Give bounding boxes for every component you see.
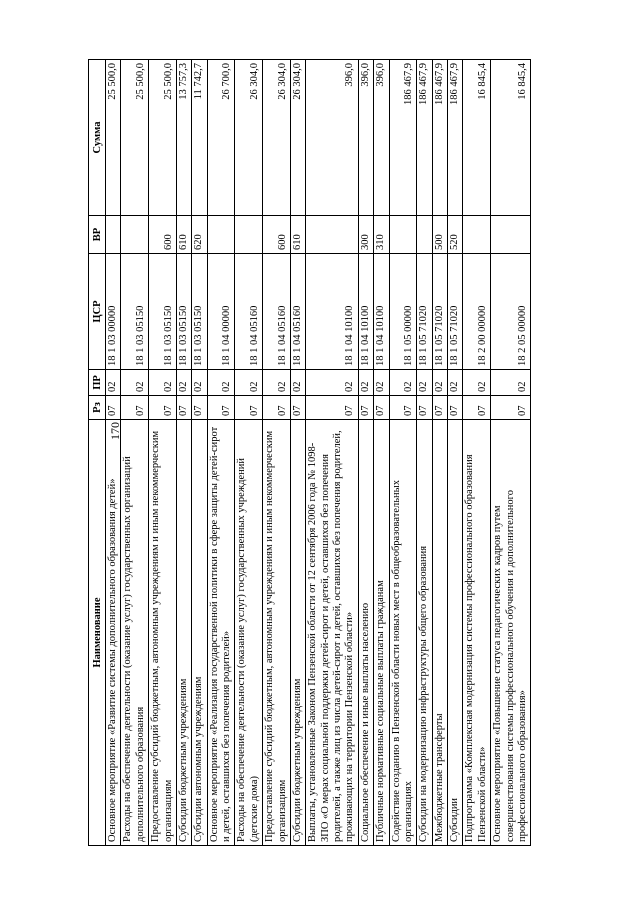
header-name: Наименование <box>89 420 106 846</box>
table-row <box>448 60 463 846</box>
row-rz: 07 <box>192 396 207 420</box>
row-name: Выплаты, установленные Законом Пензенской области от 12 сентября 2006 года № 1098-ЗПО «О мерах социальной поддержки детей-сирот и детей, оставшихся без попечения родителей, а также лиц из числа детей-сирот и детей, оставшихся без попечения родителей, проживающих на территории Пензенской области» <box>306 420 359 846</box>
row-vr <box>235 216 263 254</box>
row-sum: 26 700,0 <box>207 60 235 216</box>
row-name: Предоставление субсидий бюджетным, автономным учреждениям и иным некоммерческим организациям <box>149 420 177 846</box>
row-vr <box>417 216 432 254</box>
row-vr: 600 <box>263 216 291 254</box>
row-vr: 500 <box>432 216 447 254</box>
table-row <box>263 60 291 846</box>
row-name: Субсидии <box>448 420 463 846</box>
row-name: Субсидии на модернизацию инфраструктуры общего образования <box>417 420 432 846</box>
table-row <box>491 60 531 846</box>
table-row <box>374 60 389 846</box>
row-rz: 07 <box>235 396 263 420</box>
row-rz: 07 <box>263 396 291 420</box>
row-csr: 18 1 03 05150 <box>149 254 177 370</box>
row-rz: 07 <box>306 396 359 420</box>
row-pr: 02 <box>448 370 463 396</box>
row-name: Основное мероприятие «Развитие системы дополнительного образования детей» <box>106 420 121 846</box>
row-sum: 26 304,0 <box>290 60 305 216</box>
row-csr: 18 1 03 05150 <box>192 254 207 370</box>
page-number: 170 <box>108 422 122 440</box>
row-vr <box>463 216 491 254</box>
table-row <box>106 60 121 846</box>
row-sum: 16 845,4 <box>491 60 531 216</box>
row-vr <box>106 216 121 254</box>
table-row <box>207 60 235 846</box>
row-sum: 13 757,3 <box>176 60 191 216</box>
table-row <box>149 60 177 846</box>
header-rz: Рз <box>89 396 106 420</box>
row-vr: 610 <box>290 216 305 254</box>
row-pr: 02 <box>432 370 447 396</box>
table-row <box>290 60 305 846</box>
row-rz: 07 <box>207 396 235 420</box>
row-pr: 02 <box>290 370 305 396</box>
row-name: Субсидии бюджетным учреждениям <box>290 420 305 846</box>
row-csr: 18 1 04 05160 <box>235 254 263 370</box>
row-csr: 18 1 03 05150 <box>176 254 191 370</box>
row-name: Основное мероприятие «Реализация государственной политики в сфере защиты детей-сирот и детей, оставшихся без попечения родителей» <box>207 420 235 846</box>
row-pr: 02 <box>121 370 149 396</box>
row-rz: 07 <box>121 396 149 420</box>
row-rz: 07 <box>106 396 121 420</box>
row-csr: 18 1 04 10100 <box>306 254 359 370</box>
row-rz: 07 <box>374 396 389 420</box>
row-csr: 18 2 05 00000 <box>491 254 531 370</box>
row-vr <box>121 216 149 254</box>
row-pr: 02 <box>306 370 359 396</box>
table-row <box>235 60 263 846</box>
row-name: Социальное обеспечение и иные выплаты населению <box>358 420 373 846</box>
table-row <box>176 60 191 846</box>
row-rz: 07 <box>432 396 447 420</box>
table-row <box>432 60 447 846</box>
table-row <box>417 60 432 846</box>
row-csr: 18 1 04 10100 <box>358 254 373 370</box>
table-body <box>106 60 531 846</box>
row-pr: 02 <box>176 370 191 396</box>
row-sum: 16 845,4 <box>463 60 491 216</box>
row-name: Подпрограмма «Комплексная модернизация системы профессионального образования Пензенской области» <box>463 420 491 846</box>
row-vr: 600 <box>149 216 177 254</box>
table-row <box>389 60 417 846</box>
header-csr: ЦСР <box>89 254 106 370</box>
row-vr: 620 <box>192 216 207 254</box>
row-sum: 186 467,9 <box>417 60 432 216</box>
table-row <box>358 60 373 846</box>
table-row <box>192 60 207 846</box>
row-csr: 18 1 04 10100 <box>374 254 389 370</box>
row-vr: 610 <box>176 216 191 254</box>
header-sum: Сумма <box>89 60 106 216</box>
row-name: Содействие созданию в Пензенской области новых мест в общеобразовательных организациях <box>389 420 417 846</box>
row-sum: 25 500,0 <box>106 60 121 216</box>
row-sum: 11 742,7 <box>192 60 207 216</box>
row-pr: 02 <box>358 370 373 396</box>
row-vr <box>389 216 417 254</box>
table-row <box>306 60 359 846</box>
row-csr: 18 1 05 71020 <box>432 254 447 370</box>
table-row <box>121 60 149 846</box>
row-pr: 02 <box>389 370 417 396</box>
row-pr: 02 <box>374 370 389 396</box>
row-rz: 07 <box>149 396 177 420</box>
row-rz: 07 <box>290 396 305 420</box>
row-pr: 02 <box>263 370 291 396</box>
row-csr: 18 1 03 05150 <box>121 254 149 370</box>
row-sum: 396,0 <box>358 60 373 216</box>
row-pr: 02 <box>207 370 235 396</box>
row-rz: 07 <box>491 396 531 420</box>
row-pr: 02 <box>192 370 207 396</box>
row-name: Расходы на обеспечение деятельности (оказание услуг) государственных организаций дополнительного образования <box>121 420 149 846</box>
row-name: Основное мероприятие «Повышение статуса педагогических кадров путем совершенствования системы профессионального обучения и дополнительного профессионального образования» <box>491 420 531 846</box>
rotated-table-container <box>88 60 560 846</box>
row-rz: 07 <box>389 396 417 420</box>
row-name: Субсидии автономным учреждениям <box>192 420 207 846</box>
table-header-row <box>89 60 106 846</box>
row-sum: 186 467,9 <box>448 60 463 216</box>
header-vr: ВР <box>89 216 106 254</box>
row-pr: 02 <box>106 370 121 396</box>
row-sum: 186 467,9 <box>432 60 447 216</box>
row-csr: 18 1 03 00000 <box>106 254 121 370</box>
row-vr: 300 <box>358 216 373 254</box>
row-vr <box>491 216 531 254</box>
header-pr: ПР <box>89 370 106 396</box>
row-vr: 520 <box>448 216 463 254</box>
row-csr: 18 1 05 00000 <box>389 254 417 370</box>
row-csr: 18 1 04 00000 <box>207 254 235 370</box>
row-name: Субсидии бюджетным учреждениям <box>176 420 191 846</box>
row-sum: 186 467,9 <box>389 60 417 216</box>
row-csr: 18 1 04 05160 <box>290 254 305 370</box>
row-sum: 25 500,0 <box>121 60 149 216</box>
row-vr <box>207 216 235 254</box>
row-rz: 07 <box>176 396 191 420</box>
row-csr: 18 2 00 00000 <box>463 254 491 370</box>
row-rz: 07 <box>448 396 463 420</box>
row-sum: 396,0 <box>374 60 389 216</box>
row-sum: 26 304,0 <box>263 60 291 216</box>
row-vr: 310 <box>374 216 389 254</box>
row-rz: 07 <box>463 396 491 420</box>
budget-table <box>88 59 531 846</box>
row-sum: 26 304,0 <box>235 60 263 216</box>
row-pr: 02 <box>235 370 263 396</box>
row-sum: 396,0 <box>306 60 359 216</box>
row-pr: 02 <box>149 370 177 396</box>
row-rz: 07 <box>358 396 373 420</box>
row-name: Предоставление субсидий бюджетным, автономным учреждениям и иным некоммерческим организациям <box>263 420 291 846</box>
row-vr <box>306 216 359 254</box>
row-rz: 07 <box>417 396 432 420</box>
row-pr: 02 <box>417 370 432 396</box>
row-sum: 25 500,0 <box>149 60 177 216</box>
row-name: Расходы на обеспечение деятельности (оказание услуг) государственных учреждений (детские дома) <box>235 420 263 846</box>
row-pr: 02 <box>463 370 491 396</box>
row-csr: 18 1 04 05160 <box>263 254 291 370</box>
row-pr: 02 <box>491 370 531 396</box>
row-csr: 18 1 05 71020 <box>417 254 432 370</box>
row-name: Межбюджетные трансферты <box>432 420 447 846</box>
row-csr: 18 1 05 71020 <box>448 254 463 370</box>
row-name: Публичные нормативные социальные выплаты гражданам <box>374 420 389 846</box>
table-row <box>463 60 491 846</box>
